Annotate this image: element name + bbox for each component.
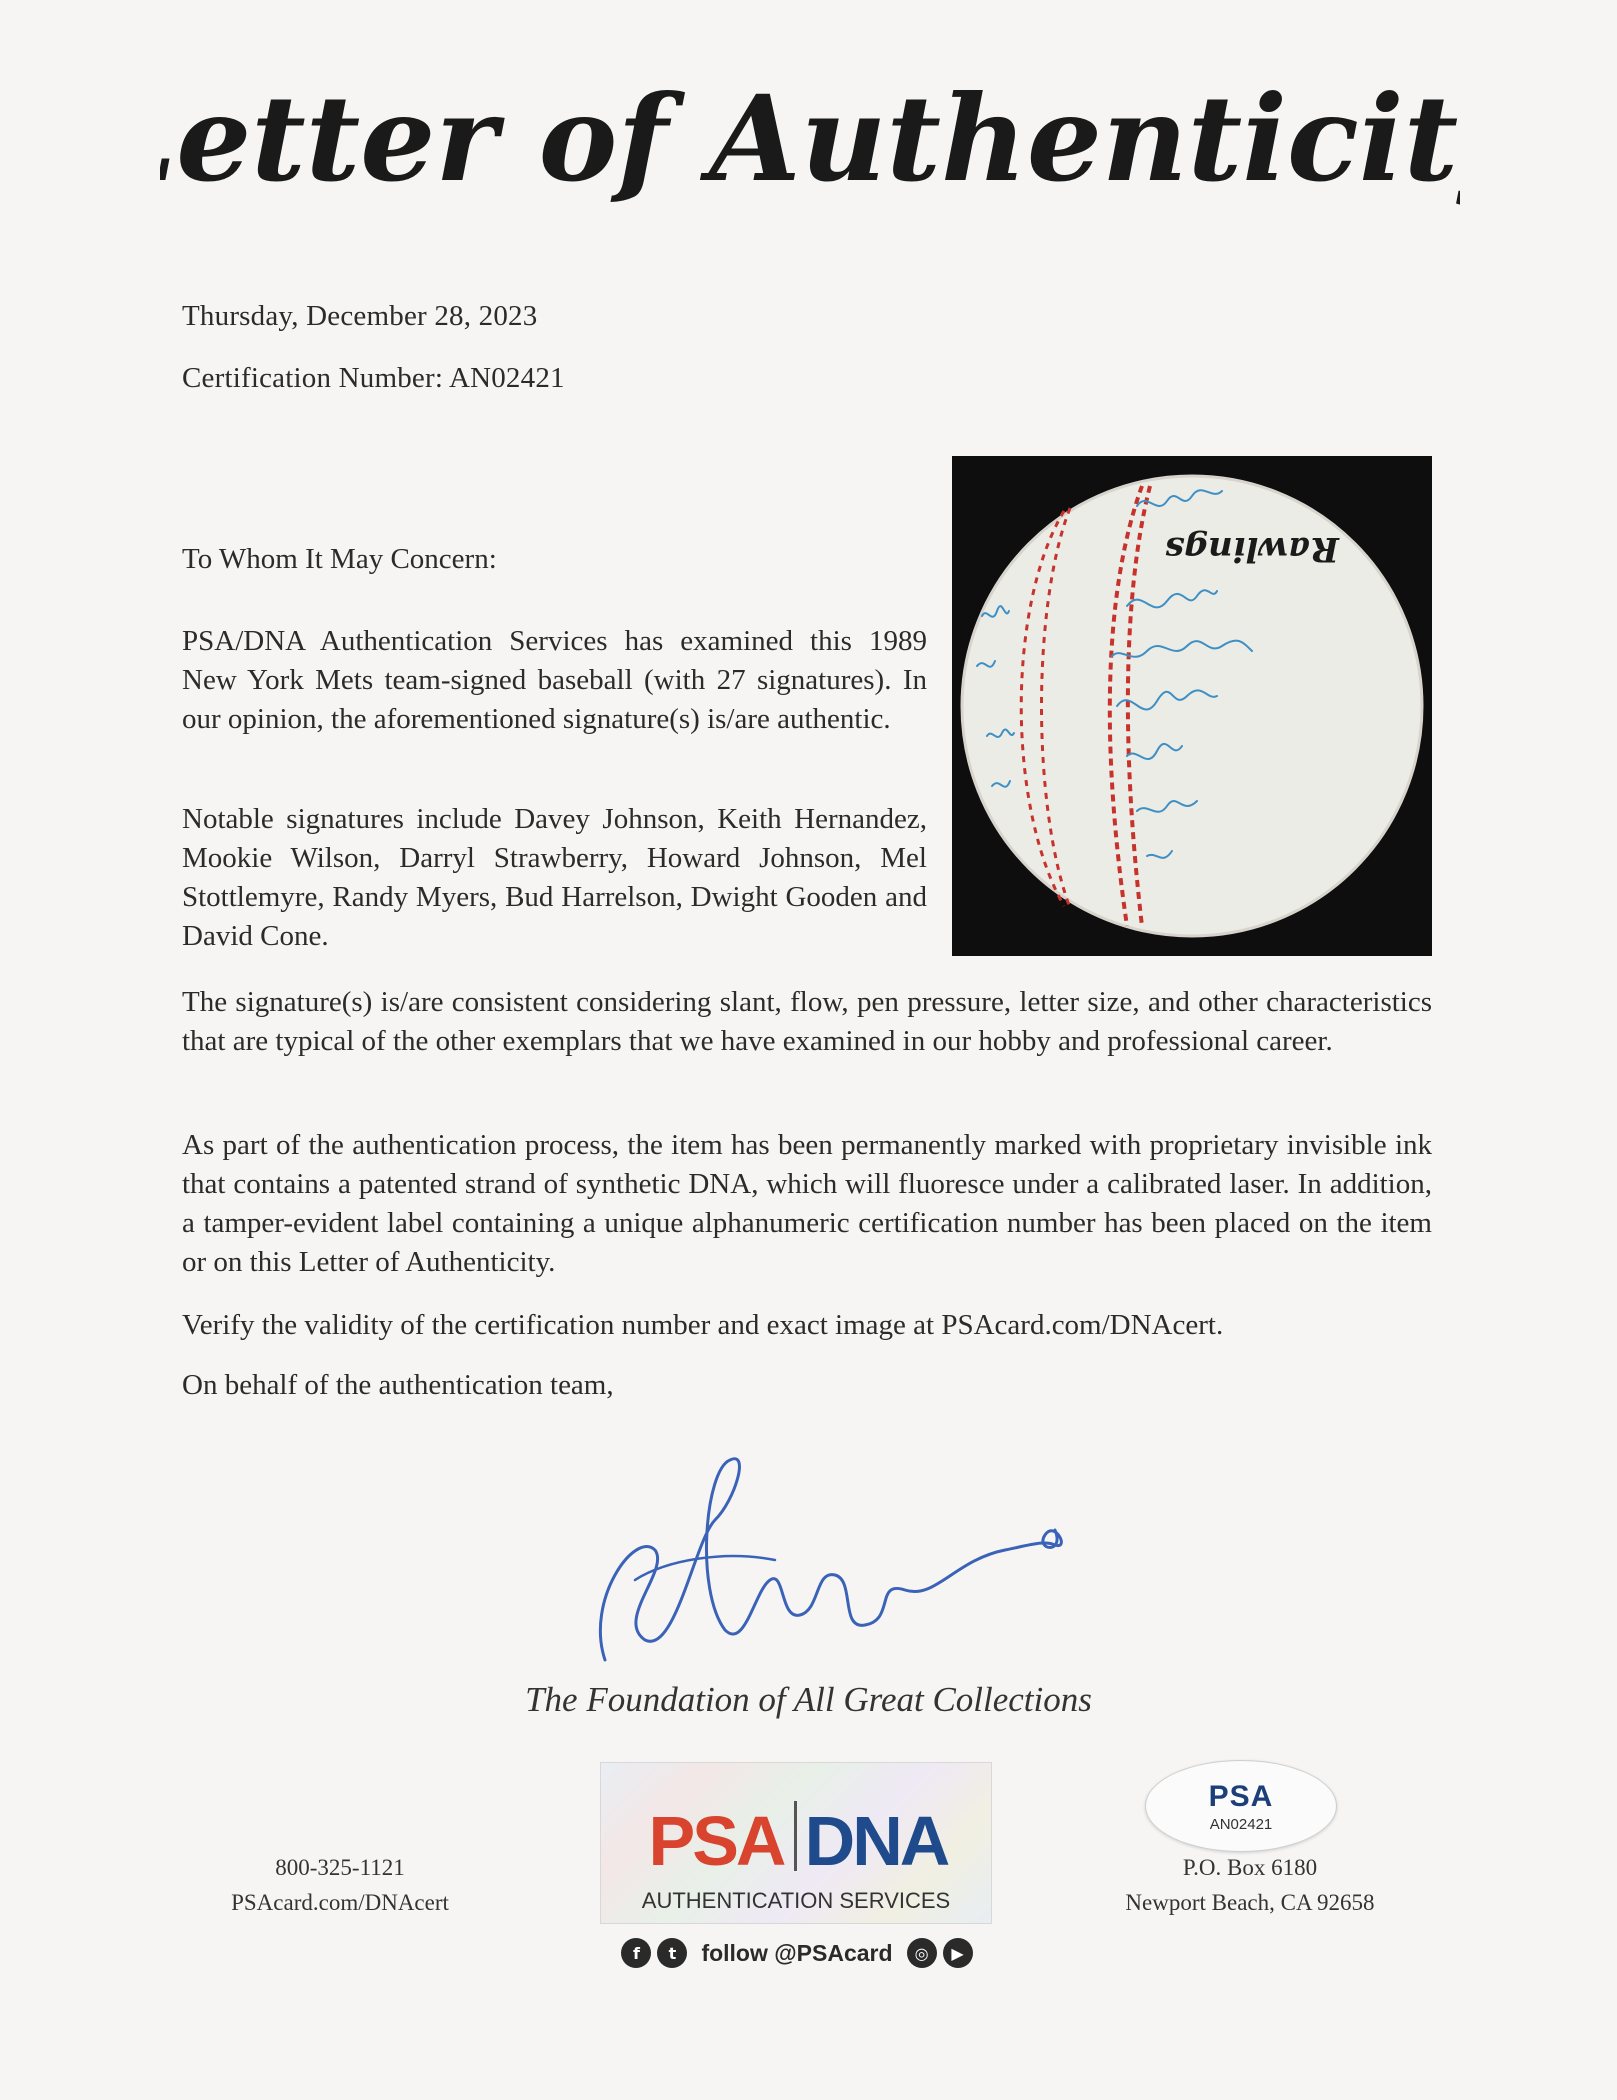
paragraph-examination: PSA/DNA Authentication Services has examined this 1989 New York Mets team-signed baseball (with 27 signatures). In our opinion, the aforementioned signature(s) is/are authentic. <box>182 625 927 735</box>
psa-dna-logo <box>600 1762 992 1924</box>
baseball-photo <box>952 456 1432 956</box>
social-links <box>612 1933 982 1973</box>
letter-date: Thursday, December 28, 2023 <box>182 300 538 332</box>
title-text: Letter of Authenticity <box>160 69 1460 208</box>
instagram-icon[interactable]: ◎ <box>907 1938 937 1968</box>
paragraph-consistency: The signature(s) is/are consistent considering slant, flow, pen pressure, letter size, and other characteristics that are typical of the other exemplars that we have examined in our hobby and professional career. <box>182 986 1432 1057</box>
authenticator-signature <box>575 1440 1075 1690</box>
certification-label <box>1145 1760 1337 1852</box>
tagline: The Foundation of All Great Collections <box>525 1680 1092 1719</box>
label-number: AN02421 <box>1209 1815 1273 1833</box>
footer-phone: 800-325-1121 <box>275 1855 405 1880</box>
footer-contact <box>190 1850 490 1920</box>
letter-title <box>160 40 1460 240</box>
footer-city: Newport Beach, CA 92658 <box>1125 1890 1375 1915</box>
paragraph-closing: On behalf of the authentication team, <box>182 1369 614 1401</box>
footer-po-box: P.O. Box 6180 <box>1182 1855 1318 1880</box>
title-script <box>160 40 1460 240</box>
paragraph-process: As part of the authentication process, the item has been permanently marked with proprietary invisible ink that contains a patented strand of synthetic DNA, which will fluoresce under a calibrated laser. In addition, a tamper-evident label containing a unique alphanumeric certification number has been placed on the item or on this Letter of Authenticity. <box>182 1129 1432 1278</box>
certification-number: Certification Number: AN02421 <box>182 362 565 394</box>
twitter-icon[interactable]: t <box>657 1938 687 1968</box>
ball-brand: Rawlings <box>1165 529 1339 569</box>
social-follow-text: follow @PSAcard <box>701 1939 893 1966</box>
logo-dna: DNA <box>804 1802 948 1880</box>
psa-dna-logo-graphic <box>601 1763 991 1923</box>
baseball-image <box>952 456 1432 956</box>
label-brand: PSA <box>1208 1779 1274 1813</box>
footer-address <box>1085 1850 1415 1920</box>
facebook-icon[interactable]: f <box>621 1938 651 1968</box>
signature-scribble <box>575 1440 1075 1690</box>
salutation: To Whom It May Concern: <box>182 543 497 575</box>
footer-website: PSAcard.com/DNAcert <box>231 1890 449 1915</box>
paragraph-verify: Verify the validity of the certification number and exact image at PSAcard.com/DNAcert. <box>182 1309 1224 1341</box>
logo-subtitle: AUTHENTICATION SERVICES <box>641 1888 951 1913</box>
youtube-icon[interactable]: ▶ <box>943 1938 973 1968</box>
paragraph-notable-signatures: Notable signatures include Davey Johnson, Keith Hernandez, Mookie Wilson, Darryl Strawberry, Howard Johnson, Mel Stottlemyre, Randy Myers, Bud Harrelson, Dwight Gooden and David Cone. <box>182 803 927 952</box>
logo-psa: PSA <box>648 1802 784 1880</box>
